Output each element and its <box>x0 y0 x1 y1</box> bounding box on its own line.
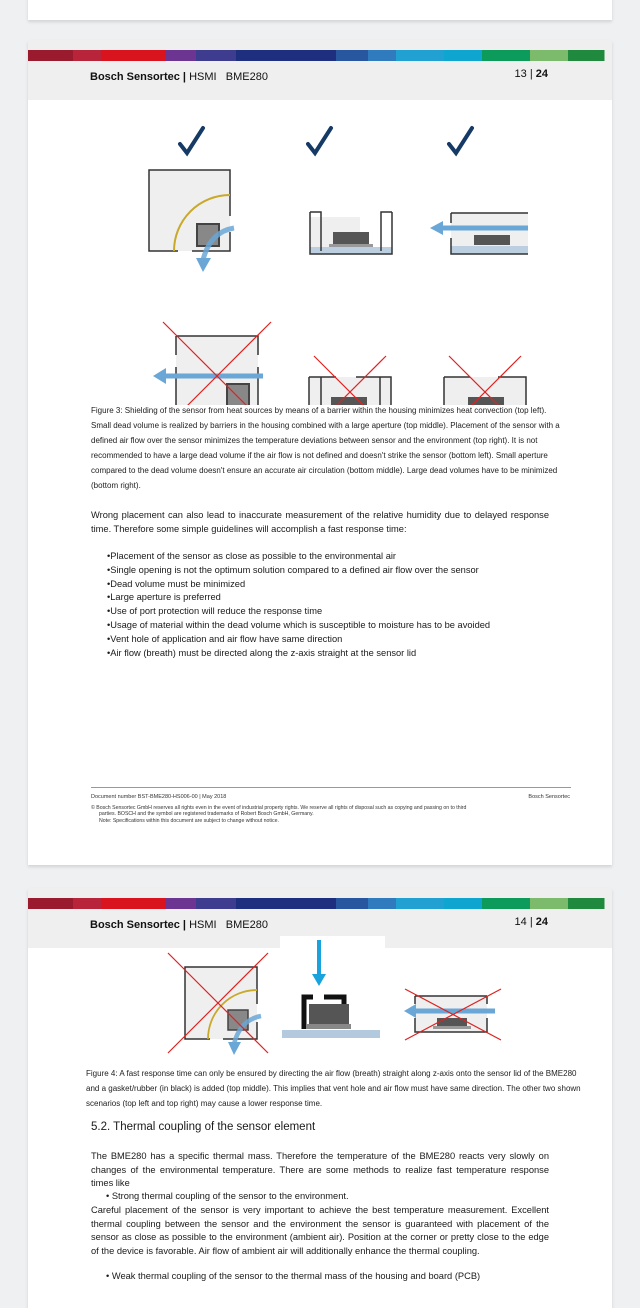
crossed-airflow-diagram <box>404 989 501 1040</box>
list-item: •Usage of material within the dead volume which is susceptible to moisture has to be avoided <box>107 619 491 630</box>
barrier-housing-diagram <box>149 170 234 272</box>
crossed-dead-volume-diagram <box>444 356 526 405</box>
color-bar-segment <box>530 898 569 909</box>
intro-paragraph: Wrong placement can also lead to inaccurate measurement of the relative humidity due to delayed response time. Therefore some simple guidelines will accomplish a fast response time: <box>91 510 549 534</box>
color-bar-segment <box>444 50 483 61</box>
color-bar-segment <box>196 50 237 61</box>
footer-brand: Bosch Sensortec <box>528 794 570 800</box>
checkmark-icon <box>308 128 331 153</box>
page-header-title: Bosch Sensortec | HSMI BME280 <box>90 919 268 931</box>
footer-divider <box>91 787 571 788</box>
header-product: BME280 <box>225 71 268 83</box>
list-item: •Vent hole of application and air flow have same direction <box>107 633 343 644</box>
page-number: 14 | 24 <box>514 916 548 928</box>
color-bar-segment <box>73 898 102 909</box>
list-item: •Air flow (breath) must be directed along the z-axis straight at the sensor lid <box>107 647 417 658</box>
document-number: Document number BST-BME280-HS006-00 | May 2018 <box>91 794 227 800</box>
crossed-barrier-diagram <box>168 953 268 1055</box>
color-bar-segment <box>482 50 531 61</box>
crossed-small-aperture-diagram <box>309 356 391 405</box>
document-page-14 <box>28 888 612 1308</box>
footer-copyright: © Bosch Sensortec GmbH reserves all rights even in the event of industrial property rights. We reserve all rights of disposal such as copying and passing on to third parties. BOSCH and the symbol are registered trademarks of Robert Bosch GmbH, Germany. Note: Specifications within this document are subject to change without notice. <box>91 805 467 824</box>
color-bar-segment <box>236 898 337 909</box>
header-brand: Bosch Sensortec <box>90 919 180 931</box>
list-item: •Placement of the sensor as close as possible to the environmental air <box>107 551 397 561</box>
color-bar-segment <box>368 50 397 61</box>
color-bar-segment <box>166 50 197 61</box>
figure-4-caption: Figure 4: A fast response time can only be ensured by directing the air flow (breath) straight along z-axis onto the sensor lid of the BME280 and a gasket/rubber (in black) is added (top middle). This implies that vent hole and air flow must have same direction. The other two shown scenarios (top left and top right) may cause a lower response time. <box>86 1069 581 1108</box>
color-bar-segment <box>101 50 167 61</box>
color-bar-segment <box>101 898 167 909</box>
color-bar-segment <box>336 898 369 909</box>
previous-page-edge <box>28 0 612 20</box>
crossed-large-dead-volume-diagram <box>153 322 271 405</box>
list-item: • Weak thermal coupling of the sensor to the thermal mass of the housing and board (PCB) <box>106 1271 481 1281</box>
guidelines-list <box>107 550 490 660</box>
placement-paragraph: Careful placement of the sensor is very important to achieve the best temperature measurement. Excellent thermal coupling between the sensor and the environment the sensor is guaranteed with placement of the sensor as close as possible to the environment (ambient air). Position at the corner or pretty close to the edge of the device is favorable. Air flow of ambient air will additionally enhance the thermal coupling. <box>91 1205 549 1256</box>
small-dead-volume-diagram <box>310 212 392 254</box>
color-bar-segment <box>73 50 102 61</box>
figure-3-caption: Figure 3: Shielding of the sensor from heat sources by means of a barrier within the housing minimizes heat convection (top left). Small dead volume is realized by barriers in the housing combined with a large aperture (top middle). Placement of the sensor with a defined air flow over the sensor minimizes the temperature deviations between sensor and the environment (top right). It is not recommended to have a large dead volume if the air flow is not defined and doesn't strike the sensor (bottom left). Small aperture compared to the dead volume doesn't ensure an accurate air circulation (bottom middle). Large dead volumes have to be minimized (bottom right). <box>91 406 560 490</box>
page-header-title: Bosch Sensortec | HSMI BME280 <box>90 71 268 83</box>
color-bar-segment <box>236 50 337 61</box>
header-brand: Bosch Sensortec <box>90 71 180 83</box>
section-heading: 5.2. Thermal coupling of the sensor element <box>91 1121 316 1133</box>
page-number: 13 | 24 <box>514 68 548 80</box>
list-item: • Strong thermal coupling of the sensor to the environment. <box>106 1191 349 1201</box>
figure-4-illustration <box>158 936 528 1061</box>
color-bar-segment <box>530 50 569 61</box>
color-bar-segment <box>396 50 445 61</box>
color-bar-segment <box>28 898 74 909</box>
defined-airflow-diagram <box>430 213 528 254</box>
list-item: •Use of port protection will reduce the response time <box>107 606 323 617</box>
color-bar-segment <box>482 898 531 909</box>
document-page-13 <box>28 40 612 865</box>
header-section: HSMI <box>189 71 217 83</box>
figure-3-illustration <box>118 120 528 405</box>
checkmark-icon <box>180 128 203 153</box>
list-item: •Single opening is not the optimum solution compared to a defined air flow over the sensor <box>107 564 479 575</box>
color-bar-segment <box>444 898 483 909</box>
list-item: •Large aperture is preferred <box>107 592 221 603</box>
color-bar-segment <box>196 898 237 909</box>
thermal-mass-paragraph: The BME280 has a specific thermal mass. Therefore the temperature of the BME280 reacts very slowly on changes of the environmental temperature. There are some methods to realize fast temperature response times like <box>91 1151 549 1188</box>
header-product: BME280 <box>225 919 268 931</box>
brand-color-bar <box>28 898 612 909</box>
color-bar-segment <box>368 898 397 909</box>
list-item: •Dead volume must be minimized <box>107 578 246 589</box>
color-bar-segment <box>336 50 369 61</box>
checkmark-icon <box>449 128 472 153</box>
brand-color-bar <box>28 50 612 61</box>
color-bar-segment <box>396 898 445 909</box>
color-bar-segment <box>568 50 605 61</box>
header-section: HSMI <box>189 919 217 931</box>
color-bar-segment <box>166 898 197 909</box>
color-bar-segment <box>568 898 605 909</box>
color-bar-segment <box>28 50 74 61</box>
